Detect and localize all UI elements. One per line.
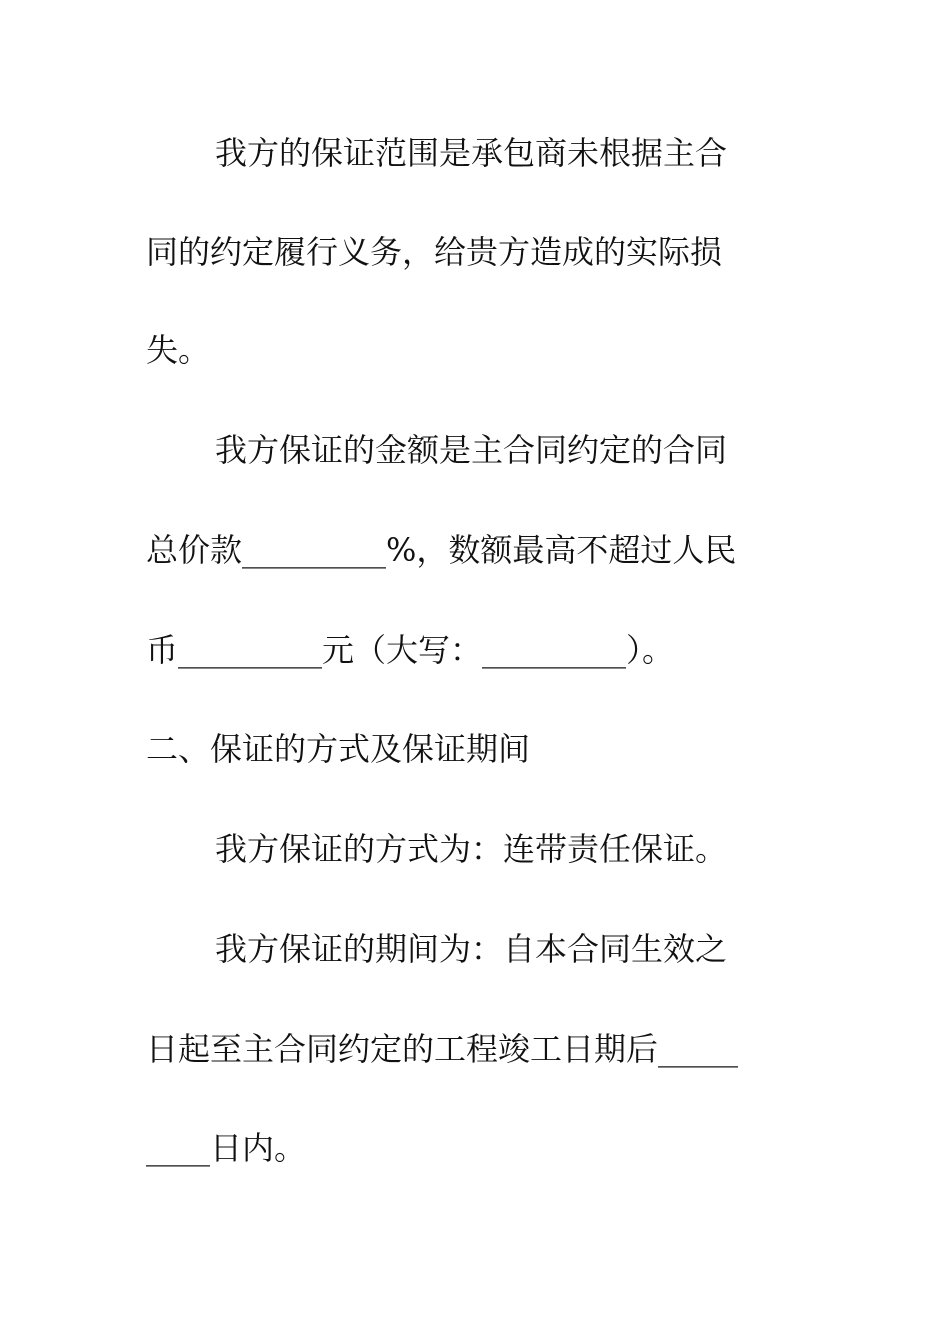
- paragraph-period-line-3: ____日内。: [146, 1129, 307, 1167]
- paragraph-period-line-2: 日起至主合同约定的工程竣工日期后_____: [146, 1030, 739, 1068]
- paragraph-amount-line-1: 我方保证的金额是主合同约定的合同: [215, 431, 728, 469]
- paragraph-amount-line-2: 总价款_________%，数额最高不超过人民: [146, 531, 737, 569]
- paragraph-scope-line-3: 失。: [146, 331, 211, 369]
- paragraph-scope-line-2: 同的约定履行义务，给贵方造成的实际损: [146, 233, 723, 271]
- paragraph-period-line-1: 我方保证的期间为：自本合同生效之: [215, 930, 728, 968]
- section-heading: 二、保证的方式及保证期间: [146, 730, 531, 768]
- paragraph-amount-line-3: 币_________元（大写：_________）。: [146, 631, 675, 669]
- paragraph-method-line: 我方保证的方式为：连带责任保证。: [215, 830, 728, 868]
- paragraph-scope-line-1: 我方的保证范围是承包商未根据主合: [215, 134, 728, 172]
